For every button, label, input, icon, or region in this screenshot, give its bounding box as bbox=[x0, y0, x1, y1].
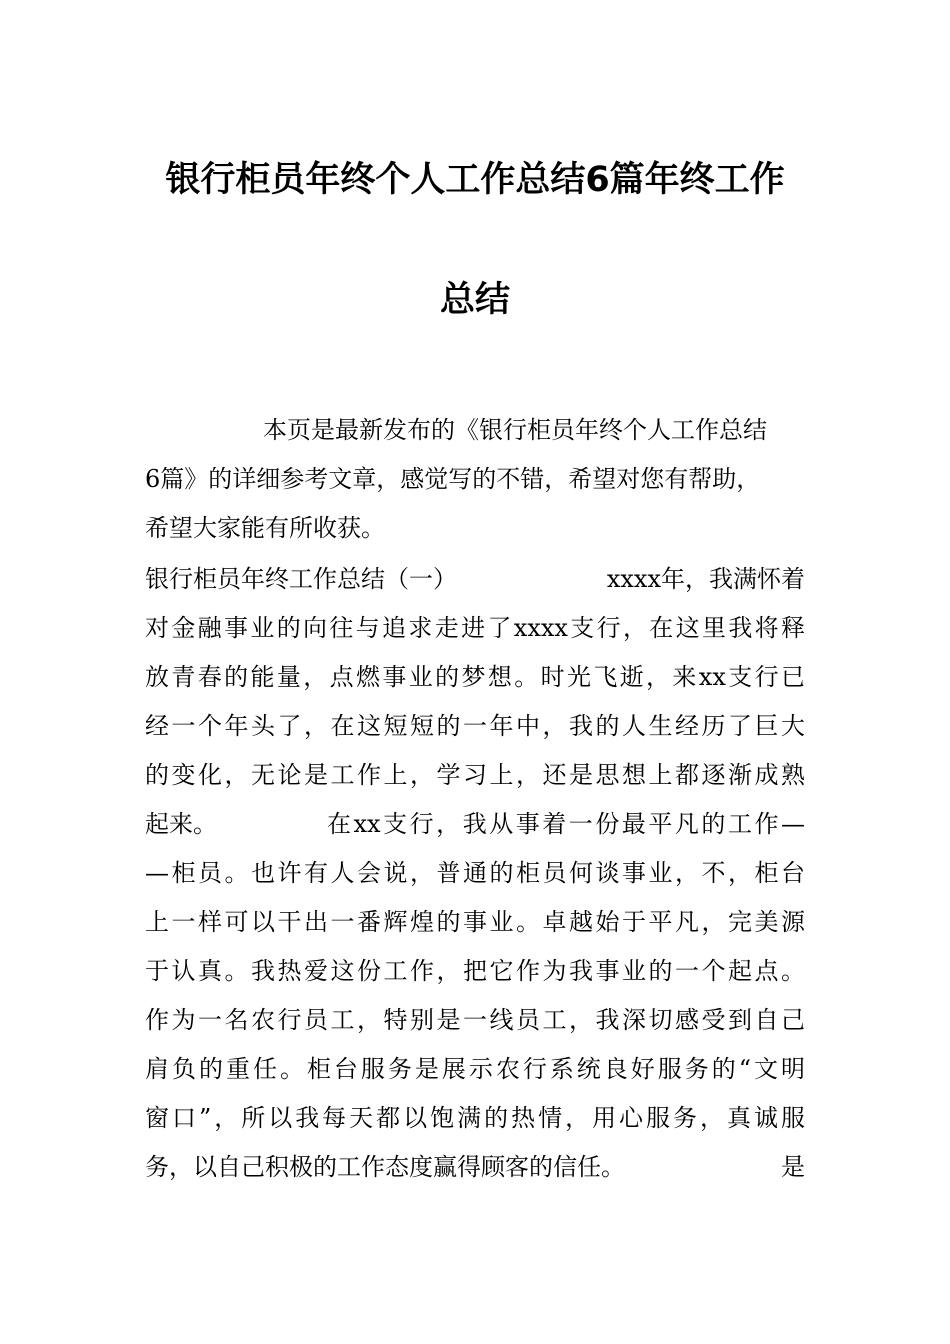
section-first-line bbox=[145, 564, 805, 594]
intro-line-3: 希望大家能有所收获。 bbox=[145, 514, 385, 542]
body-line-4: 的变化，无论是工作上，学习上，还是思想上都逐渐成熟 bbox=[145, 761, 805, 789]
body-line-5-rest: 在xx支行，我从事着一份最平凡的工作— bbox=[327, 810, 805, 838]
document-title-line-1: 银行柜员年终个人工作总结6篇年终工作 bbox=[165, 160, 785, 200]
body-line-5-start: 起来。 bbox=[145, 810, 217, 838]
intro-line-1: 本页是最新发布的《银行柜员年终个人工作总结 bbox=[263, 416, 767, 444]
section-heading: 银行柜员年终工作总结（一） bbox=[145, 565, 457, 593]
body-line-6: —柜员。也许有人会说，普通的柜员何谈事业，不，柜台 bbox=[145, 859, 805, 887]
body-line-9: 作为一名农行员工，特别是一线员工，我深切感受到自己 bbox=[145, 1006, 805, 1034]
body-line-1: 对金融事业的向往与追求走进了xxxx支行，在这里我将释 bbox=[145, 614, 805, 642]
body-line-10: 肩负的重任。柜台服务是展示农行系统良好服务的“文明 bbox=[145, 1055, 805, 1083]
body-line-12-start: 务，以自己积极的工作态度赢得顾客的信任。 bbox=[145, 1153, 625, 1181]
body-line-12 bbox=[145, 1152, 805, 1182]
body-line-3: 经一个年头了，在这短短的一年中，我的人生经历了巨大 bbox=[145, 712, 805, 740]
body-line-2: 放青春的能量，点燃事业的梦想。时光飞逝，来xx支行已 bbox=[145, 663, 805, 691]
section-first-line-rest: xxxx年，我满怀着 bbox=[606, 565, 805, 593]
body-line-8: 于认真。我热爱这份工作，把它作为我事业的一个起点。 bbox=[145, 957, 805, 985]
body-line-7: 上一样可以干出一番辉煌的事业。卓越始于平凡，完美源 bbox=[145, 908, 805, 936]
body-line-12-end: 是 bbox=[781, 1153, 805, 1181]
body-line-11: 窗口”，所以我每天都以饱满的热情，用心服务，真诚服 bbox=[145, 1104, 805, 1132]
document-title-line-2: 总结 bbox=[439, 280, 510, 320]
intro-line-2: 6篇》的详细参考文章，感觉写的不错，希望对您有帮助， bbox=[145, 465, 761, 493]
